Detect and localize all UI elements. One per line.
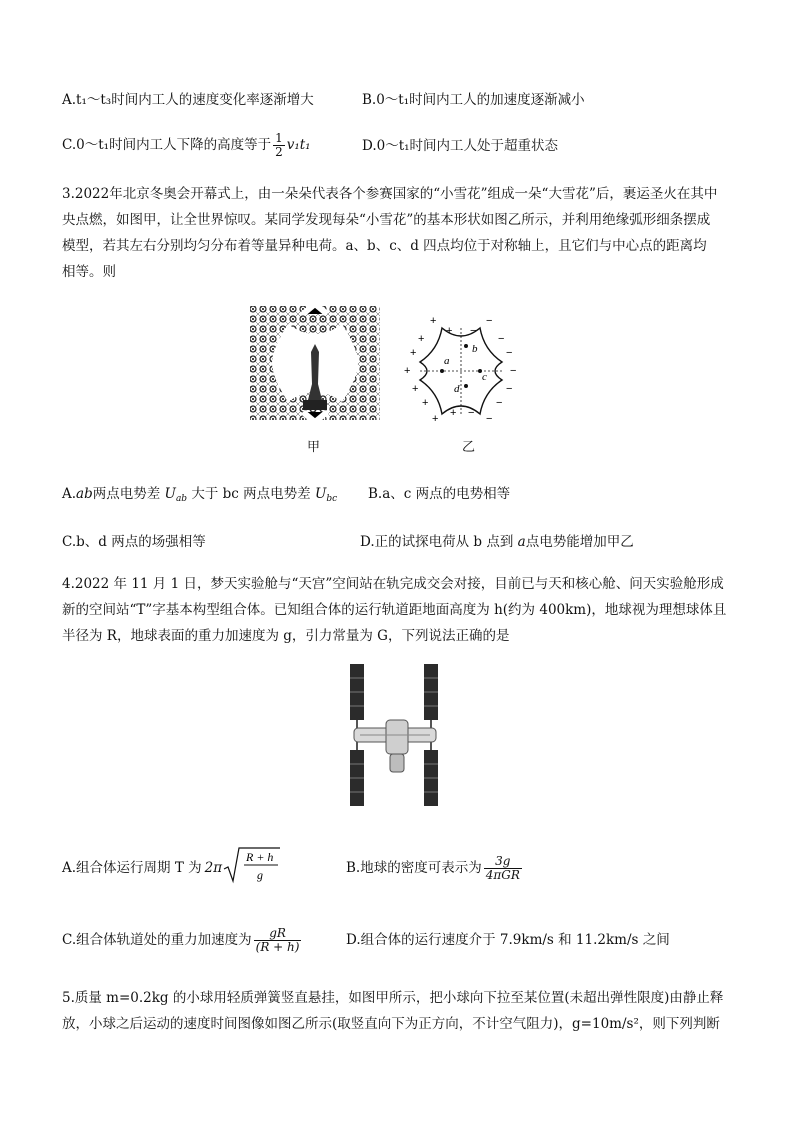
plus-charge: + bbox=[404, 365, 411, 377]
plus-charge: + bbox=[446, 325, 453, 337]
q2-option-c-suffix: v₁t₁ bbox=[286, 137, 311, 153]
point-a-label: a bbox=[444, 355, 450, 367]
figure-space-station bbox=[340, 660, 450, 810]
figure-yi-label: 乙 bbox=[462, 440, 476, 455]
figure-yi-charged-snowflake bbox=[402, 312, 520, 430]
q2-option-d: D.0～t₁时间内工人处于超重状态 bbox=[362, 138, 559, 154]
two-pi: 2π bbox=[204, 860, 223, 876]
plus-charge: + bbox=[422, 397, 429, 409]
q5-stem-line1: 5.质量 m=0.2kg 的小球用轻质弹簧竖直悬挂，如图甲所示，把小球向下拉至某位置(未超出弹性限度)由静止释 bbox=[62, 990, 724, 1006]
fraction-denominator: 2 bbox=[275, 144, 283, 159]
q5-stem-line2: 放，小球之后运动的速度时间图像如图乙所示(取竖直向下为正方向，不计空气阻力)，g=10m/s²，则下列判断 bbox=[62, 1016, 720, 1032]
u-subscript: bc bbox=[326, 494, 338, 504]
q3-option-a-text: 两点电势差 bbox=[92, 486, 161, 502]
u-symbol: U bbox=[314, 486, 327, 502]
minus-charge: − bbox=[506, 383, 513, 395]
fraction-numerator: gR bbox=[254, 927, 302, 941]
q2-option-c bbox=[62, 128, 311, 162]
figure-jia-snowflake bbox=[248, 304, 382, 422]
negative-charges bbox=[468, 315, 516, 425]
fraction-numerator: 1 bbox=[275, 130, 283, 145]
q4-option-c-text: C.组合体轨道处的重力加速度为 bbox=[62, 932, 252, 948]
point-a-dot bbox=[440, 369, 444, 373]
point-c-label: c bbox=[482, 371, 487, 383]
minus-charge: − bbox=[470, 325, 477, 337]
u-subscript: ab bbox=[175, 494, 188, 504]
minus-charge: − bbox=[498, 333, 505, 345]
q4-option-a-text: A.组合体运行周期 T 为 bbox=[62, 860, 202, 876]
plus-charge: + bbox=[450, 407, 457, 419]
q3-option-d bbox=[360, 532, 634, 552]
q3-option-b: B.a、c 两点的电势相等 bbox=[368, 486, 511, 502]
q2-option-b: B.0～t₁时间内工人的加速度逐渐减小 bbox=[362, 92, 585, 108]
q4-option-a bbox=[62, 848, 282, 888]
sqrt-expression bbox=[222, 845, 282, 891]
q3-option-d-text: D.正的试探电荷从 b 点到 bbox=[360, 534, 514, 550]
plus-charge: + bbox=[412, 383, 419, 395]
plus-charge: + bbox=[430, 315, 437, 327]
minus-charge: − bbox=[506, 347, 513, 359]
fraction-numerator: 3g bbox=[484, 855, 522, 869]
q4-option-b bbox=[346, 848, 524, 888]
q2-option-c-fraction bbox=[273, 132, 285, 159]
q4-stem-line2: 新的空间站“T”字基本构型组合体。已知组合体的运行轨道距地面高度为 h(约为 400km)，地球视为理想球体且 bbox=[62, 602, 727, 618]
q4-stem-line3: 半径为 R，地球表面的重力加速度为 g，引力常量为 G，下列说法正确的是 bbox=[62, 628, 510, 644]
fraction-denominator: g bbox=[257, 868, 264, 882]
plus-charge: + bbox=[418, 333, 425, 345]
q4-stem-line1: 4.2022 年 11 月 1 日，梦天实验舱与“天宫”空间站在轨完成交会对接，目前已与天和核心舱、问天实验舱形成 bbox=[62, 576, 724, 592]
q4-option-c-fraction bbox=[254, 927, 302, 954]
point-d-label: d bbox=[454, 383, 460, 395]
q4-option-d: D.组合体的运行速度介于 7.9km/s 和 11.2km/s 之间 bbox=[346, 932, 670, 948]
q3-option-a-text2: 大于 bc 两点电势差 bbox=[191, 486, 311, 502]
point-b-dot bbox=[464, 344, 468, 348]
plus-charge: + bbox=[410, 347, 417, 359]
minus-charge: − bbox=[468, 407, 475, 419]
option-letter: A. bbox=[62, 486, 77, 502]
minus-charge: − bbox=[486, 413, 493, 425]
minus-charge: − bbox=[496, 397, 503, 409]
core-module bbox=[354, 720, 436, 772]
q2-option-a: A.t₁～t₃时间内工人的速度变化率逐渐增大 bbox=[62, 92, 314, 108]
q3-option-a-ab: ab bbox=[76, 486, 93, 502]
q3-option-d-text2: 点电势能增加甲乙 bbox=[525, 534, 634, 550]
q3-stem-line3: 模型，若其左右分别均匀分布着等量异种电荷。a、b、c、d 四点均位于对称轴上，且它们与中心点的距离均 bbox=[62, 238, 707, 254]
point-d-dot bbox=[464, 384, 468, 388]
figure-jia-label: 甲 bbox=[307, 440, 321, 455]
q3-option-a bbox=[62, 484, 337, 509]
point-b-label: b bbox=[472, 343, 478, 355]
q4-option-b-fraction bbox=[484, 855, 522, 882]
q3-stem-line4: 相等。则 bbox=[62, 264, 116, 280]
minus-charge: − bbox=[486, 315, 493, 327]
positive-charges bbox=[404, 315, 456, 425]
q4-option-c bbox=[62, 920, 303, 960]
plus-charge: + bbox=[432, 413, 439, 425]
q3-option-d-a: a bbox=[517, 534, 526, 550]
minus-charge: − bbox=[510, 365, 517, 377]
q3-stem-line1: 3.2022年北京冬奥会开幕式上，由一朵朵代表各个参赛国家的“小雪花”组成一朵“大雪花”后，裹运圣火在其中 bbox=[62, 186, 718, 202]
fraction-denominator: (R + h) bbox=[255, 939, 300, 954]
q2-option-c-text: C.0～t₁时间内工人下降的高度等于 bbox=[62, 137, 272, 153]
q4-option-b-text: B.地球的密度可表示为 bbox=[346, 860, 482, 876]
sqrt-radical-icon bbox=[222, 845, 282, 885]
fraction-numerator: R + h bbox=[246, 850, 274, 864]
fraction-denominator: 4πGR bbox=[485, 867, 520, 882]
u-symbol: U bbox=[164, 486, 176, 502]
q3-stem-line2: 央点燃，如图甲，让全世界惊叹。某同学发现每朵“小雪花”的基本形状如图乙所示，并利用绝缘弧形细条摆成 bbox=[62, 212, 711, 228]
q3-option-c: C.b、d 两点的场强相等 bbox=[62, 534, 206, 550]
